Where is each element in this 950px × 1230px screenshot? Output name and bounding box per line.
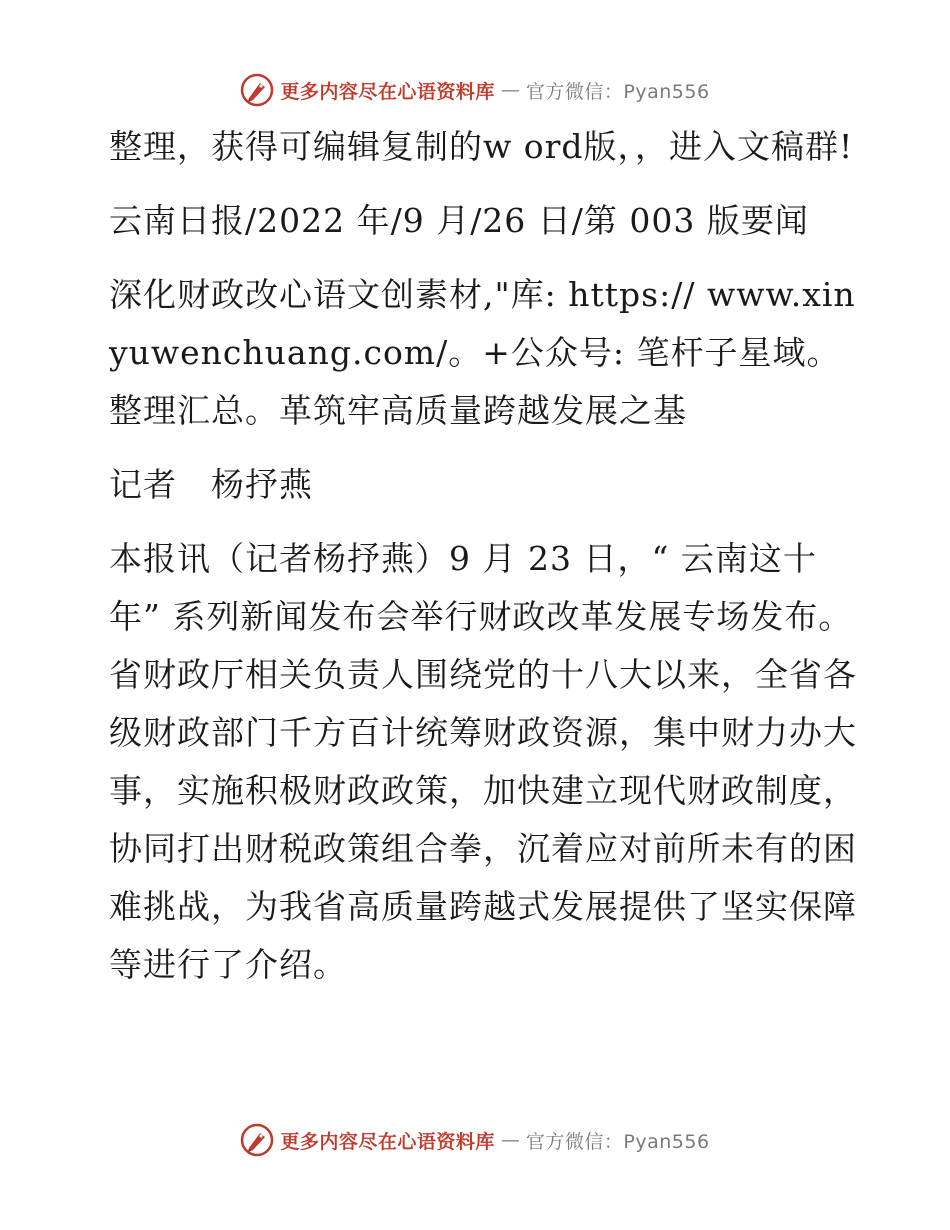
watermark-site-text: 更多内容尽在心语资料库 (280, 1130, 495, 1153)
watermark-separator: — (500, 79, 520, 101)
watermark-wechat-text: 官方微信：Pyan556 (525, 80, 710, 103)
watermark-wechat-text: 官方微信：Pyan556 (525, 1130, 710, 1153)
pen-nib-logo-icon (240, 73, 274, 107)
watermark-separator: — (500, 1129, 520, 1151)
pen-nib-logo-icon (240, 1123, 274, 1157)
document-body (97, 118, 857, 1010)
footer-watermark (0, 1120, 950, 1160)
header-watermark (0, 70, 950, 110)
article-headline: 深化财政改心语文创素材,"库: https:// www.xinyuwenchuang.com/。+公众号: 笔杆子星域。整理汇总。革筑牢高质量跨越发展之基 (109, 275, 856, 430)
intro-paragraph: 整理，获得可编辑复制的w ord版，，进入文稿群! (109, 127, 854, 166)
watermark-site-text: 更多内容尽在心语资料库 (280, 80, 495, 103)
article-body: 本报讯（记者杨抒燕）9 月 23 日，“ 云南这十年” 系列新闻发布会举行财政改革发展专场发布。省财政厅相关负责人围绕党的十八大以来，全省各级财政部门千方百计统筹财政资源，集中财力办大事，实施积极财政政策，加快建立现代财政制度，协同打出财税政策组合拳，沉着应对前所未有的困难挑战，为我省高质量跨越式发展提供了坚实保障等进行了介绍。 (109, 539, 857, 984)
reporter-line: 记者 杨抒燕 (109, 465, 313, 504)
source-line: 云南日报/2022 年/9 月/26 日/第 003 版要闻 (109, 201, 809, 240)
